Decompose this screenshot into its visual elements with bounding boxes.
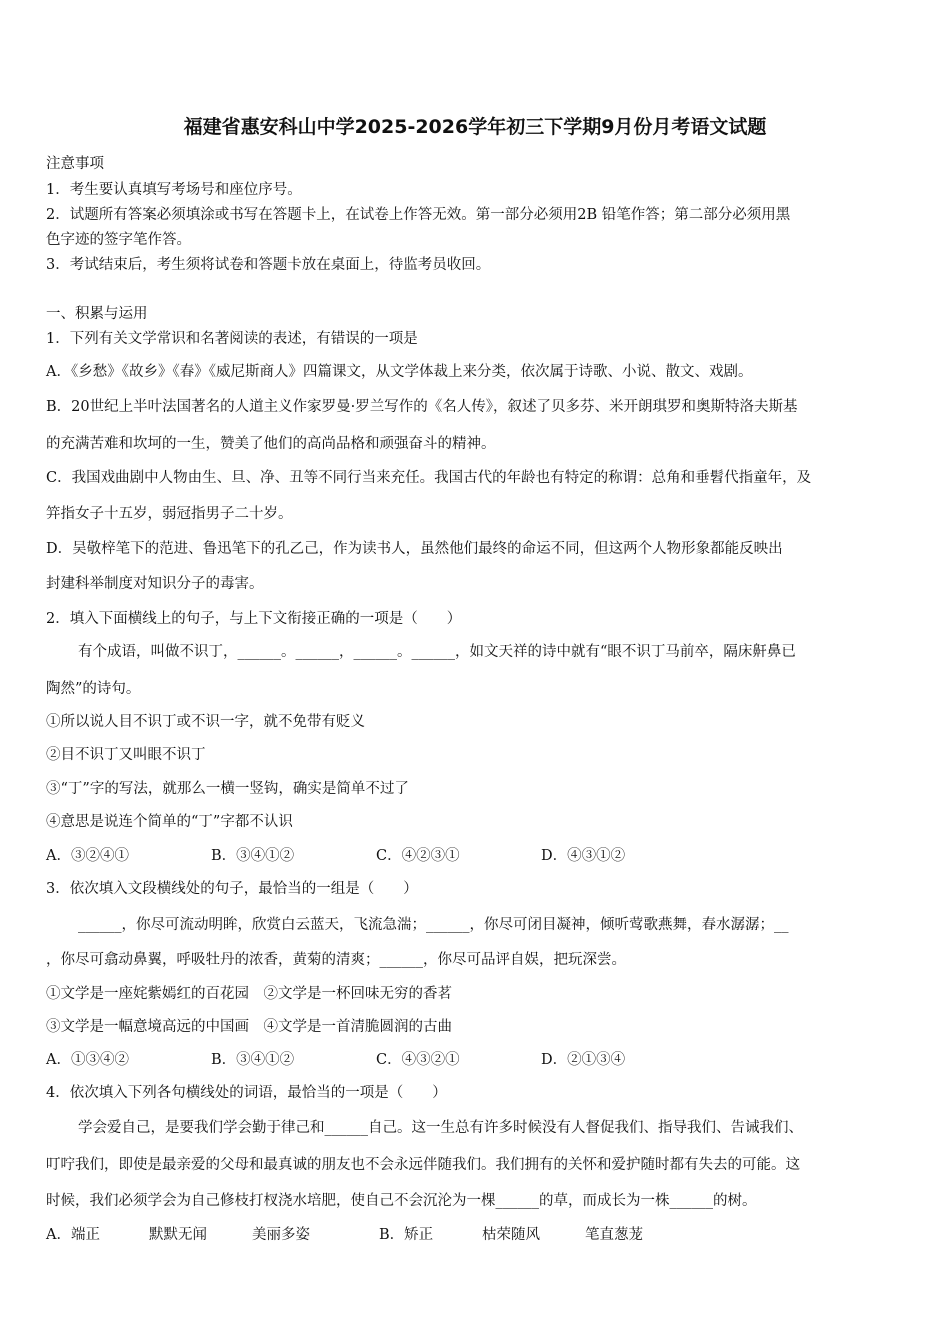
q3-passage: ______，你尽可流动明眸，欣赏白云蓝天，飞流急湍；______，你尽可闭目凝神，倾听莺歌燕舞，春水潺潺；__ (78, 917, 789, 933)
q4-option-b-word-3: 笔直葱茏 (585, 1227, 643, 1243)
q4-passage: 学会爱自己，是要我们学会勤于律己和______自己。这一生总有许多时候没有人督促我们、指导我们、告诫我们、 (78, 1120, 803, 1136)
q4-options (46, 1223, 643, 1244)
q1-option-c-cont: 笄指女子十五岁，弱冠指男子二十岁。 (46, 506, 293, 522)
q2-stem: 2．填入下面横线上的句子，与上下文衔接正确的一项是（ ） (46, 611, 462, 627)
q3-options (46, 1048, 625, 1069)
q2-option-d[interactable]: D．④③①② (541, 848, 626, 864)
q1-option-a: A．《乡愁》《故乡》《春》《威尼斯商人》四篇课文，从文学体裁上来分类，依次属于诗歌、小说、散文、戏剧。 (46, 364, 753, 380)
q2-passage-cont: 陶然”的诗句。 (46, 681, 141, 697)
q2-option-b[interactable]: B．③④①② (211, 848, 295, 864)
section-heading: 一、积累与运用 (46, 306, 148, 322)
q4-stem: 4．依次填入下列各句横线处的词语，最恰当的一项是（ ） (46, 1085, 447, 1101)
q2-passage: 有个成语，叫做不识丁，______。______，______。______，如文天祥的诗中就有“眼不识丁马前卒，隔床鼾鼻已 (78, 644, 796, 660)
q4-option-a-word-2: 默默无闻 (149, 1227, 207, 1243)
notice-item-3: 3．考试结束后，考生须将试卷和答题卡放在桌面上，待监考员收回。 (46, 257, 491, 273)
q2-options (46, 844, 625, 865)
q3-sentences-1: ①文学是一座姹紫嫣红的百花园 ②文学是一杯回味无穷的香茗 (46, 986, 452, 1002)
notice-item-2: 2．试题所有答案必须填涂或书写在答题卡上，在试卷上作答无效。第一部分必须用2B 铅笔作答；第二部分必须用黑 (46, 207, 791, 223)
q4-option-a-word-3: 美丽多姿 (252, 1227, 310, 1243)
q2-sentence-4: ④意思是说连个简单的“丁”字都不认识 (46, 814, 293, 830)
q1-option-d: D．吴敬梓笔下的范进、鲁迅笔下的孔乙己，作为读书人，虽然他们最终的命运不同，但这两个人物形象都能反映出 (46, 541, 783, 557)
q3-passage-cont: ，你尽可翕动鼻翼，呼吸牡丹的浓香，黄菊的清爽；______，你尽可品评自娱，把玩深尝。 (46, 952, 626, 968)
notice-item-1: 1．考生要认真填写考场号和座位序号。 (46, 182, 302, 198)
page-title: 福建省惠安科山中学2025-2026学年初三下学期9月份月考语文试题 (183, 116, 767, 138)
q4-passage-cont-2: 时候，我们必须学会为自己修枝打杈浇水培肥，使自己不会沉沦为一棵______的草，而成长为一株______的树。 (46, 1193, 757, 1209)
q4-passage-cont-1: 叮咛我们，即使是最亲爱的父母和最真诚的朋友也不会永远伴随我们。我们拥有的关怀和爱护随时都有失去的可能。这 (46, 1157, 800, 1173)
q3-option-c[interactable]: C．④③②① (376, 1052, 460, 1068)
q2-sentence-2: ②目不识丁又叫眼不识丁 (46, 747, 206, 763)
q4-option-b-word-2: 枯荣随风 (482, 1227, 540, 1243)
q1-option-d-cont: 封建科举制度对知识分子的毒害。 (46, 576, 264, 592)
q2-option-c[interactable]: C．④②③① (376, 848, 460, 864)
q1-option-c: C．我国戏曲剧中人物由生、旦、净、丑等不同行当来充任。我国古代的年龄也有特定的称谓：总角和垂髫代指童年，及 (46, 470, 812, 486)
q4-option-a[interactable]: A．端正 (46, 1227, 100, 1243)
q1-option-b-cont: 的充满苦难和坎坷的一生，赞美了他们的高尚品格和顽强奋斗的精神。 (46, 436, 496, 452)
q2-option-a[interactable]: A．③②④① (46, 848, 129, 864)
notice-heading: 注意事项 (46, 156, 104, 172)
notice-item-2-cont: 色字迹的签字笔作答。 (46, 232, 191, 248)
q1-option-b: B．20世纪上半叶法国著名的人道主义作家罗曼·罗兰写作的《名人传》，叙述了贝多芬、米开朗琪罗和奥斯特洛夫斯基 (46, 399, 798, 415)
q2-sentence-3: ③“丁”字的写法，就那么一横一竖钩，确实是简单不过了 (46, 781, 409, 797)
q3-option-a[interactable]: A．①③④② (46, 1052, 129, 1068)
q4-option-b[interactable]: B．矫正 (379, 1227, 434, 1243)
q2-sentence-1: ①所以说人目不识丁或不识一字，就不免带有贬义 (46, 714, 365, 730)
q1-stem: 1．下列有关文学常识和名著阅读的表述，有错误的一项是 (46, 331, 418, 347)
q3-stem: 3．依次填入文段横线处的句子，最恰当的一组是（ ） (46, 881, 418, 897)
q3-sentences-2: ③文学是一幅意境高远的中国画 ④文学是一首清脆圆润的古曲 (46, 1019, 452, 1035)
q3-option-d[interactable]: D．②①③④ (541, 1052, 626, 1068)
q3-option-b[interactable]: B．③④①② (211, 1052, 295, 1068)
